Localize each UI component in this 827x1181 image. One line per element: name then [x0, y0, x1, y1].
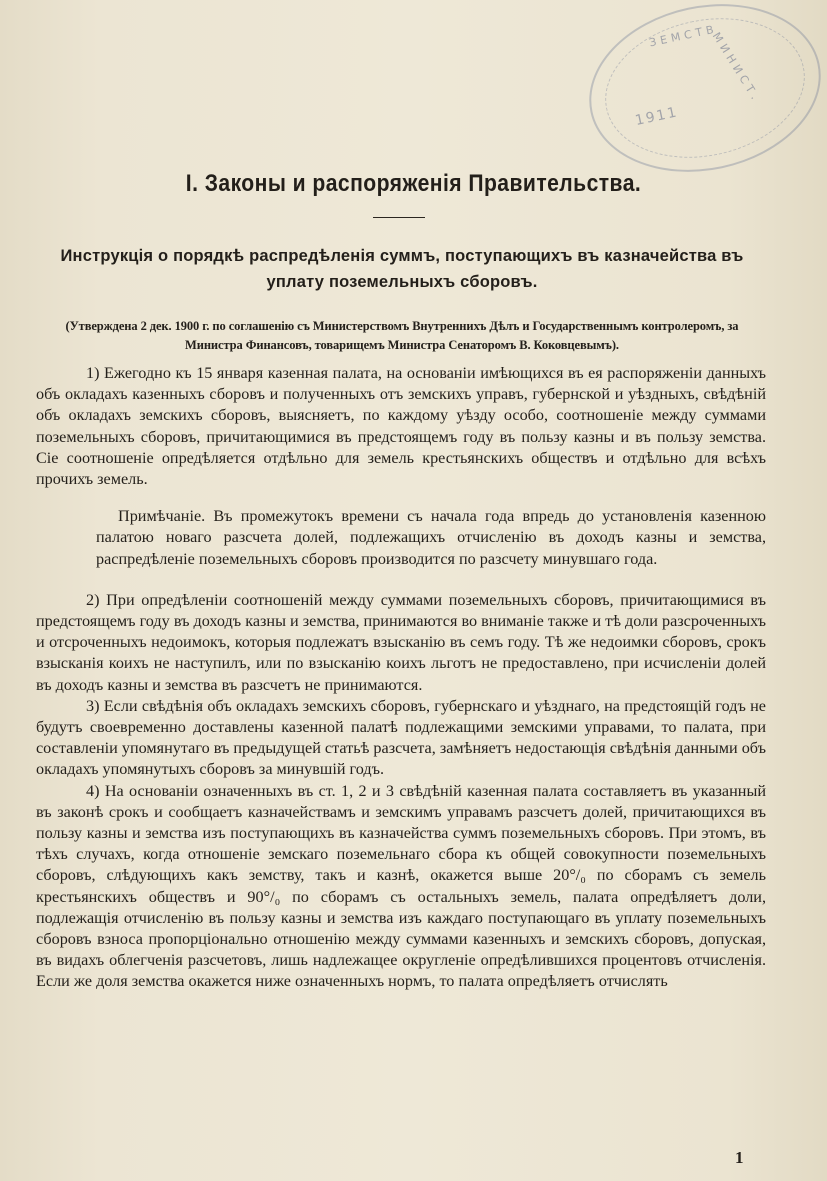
instruction-title: Инструкція о порядкѣ распредѣленія суммъ, поступающихъ въ казначейства въ уплату поземельныхъ сборовъ. — [60, 247, 744, 291]
section-title: I. Законы и распоряженія Правительства. — [185, 170, 642, 197]
remark-paragraph: Примѣчаніе. Въ промежутокъ времени съ начала года впредь до установленія казенною палатою новаго разсчета долей, подлежащихъ отчисленію въ доходъ казны и земства, распредѣленіе поземельныхъ сборовъ производится по разсчету минувшаго года. — [96, 507, 766, 568]
page-number: 1 — [735, 1148, 744, 1167]
stamp-text-mid: 1911 — [633, 104, 680, 130]
paragraph-2: 2) При опредѣленіи соотношеній между суммами поземельныхъ сборовъ, причитающимися въ предстоящемъ году въ доходъ казны и земства, принимаются во вниманіе также и тѣ доли разсроченныхъ и отсроченныхъ недоимокъ, которыя подлежатъ взысканію въ семъ году. Тѣ же недоимки сборовъ, срокъ взысканія коихъ не наступилъ, или по взысканію коихъ льготъ не предоставлено, при исчисленіи долей въ доходъ казны и земства въ разсчетъ не принимаются. — [36, 590, 766, 694]
stamp-text-top: ЗЕМСТВ — [648, 22, 719, 50]
title-divider — [373, 217, 425, 218]
paragraph-4: 4) На основаніи означенныхъ въ ст. 1, 2 и 3 свѣдѣній казенная палата составляетъ въ указанный въ законѣ срокъ и сообщаетъ казначействамъ и земскимъ управамъ разсчетъ долей, причитающихся въ пользу казны и земства изъ поступающихъ въ казначейства суммъ поземельныхъ сборовъ. При этомъ, въ тѣхъ случахъ, когда отношеніе земскаго поземельнаго сбора къ общей совокупности поземельныхъ сборовъ, слѣдующихъ какъ земству, такъ и казнѣ, окажется выше 20°/₀ по сборамъ съ земель крестьянскихъ обществъ и 90°/₀ по сборамъ съ остальныхъ земель, палата опредѣляетъ доли, подлежащія отчисленію въ пользу казны и земства изъ каждаго поступающаго въ уплату поземельныхъ сборовъ взноса пропорціонально отношенію между суммами казенныхъ и земскихъ сборовъ, допуская, въ видахъ облегченія разсчетовъ, лишь надлежащее округленіе опредѣлившихся процентовъ отчисленія. Если же доля земства окажется ниже означенныхъ нормъ, то палата опредѣляетъ отчислять — [36, 781, 766, 991]
library-stamp — [574, 0, 827, 193]
approval-note: (Утверждена 2 дек. 1900 г. по соглашенію съ Министерствомъ Внутреннихъ Дѣлъ и Государственнымъ контролеромъ, за Министра Финансовъ, товарищемъ Министра Сенаторомъ В. Коковцевымъ). — [65, 319, 739, 352]
paragraph-1: 1) Ежегодно къ 15 января казенная палата, на основаніи имѣющихся въ ея распоряженіи данныхъ объ окладахъ казенныхъ сборовъ и полученныхъ отъ земскихъ управъ, губернской и уѣздныхъ, свѣдѣній объ окладахъ земскихъ сборовъ, выясняетъ, по каждому уѣзду особо, соотношеніе между суммами поземельныхъ сборовъ, причитающимися въ предстоящемъ году въ пользу казны и въ пользу земства. Сіе соотношеніе опредѣляется отдѣльно для земель крестьянскихъ обществъ и отдѣльно для всѣхъ прочихъ земель. — [36, 364, 766, 489]
paragraph-3: 3) Если свѣдѣнія объ окладахъ земскихъ сборовъ, губернскаго и уѣзднаго, на предстоящій годъ не будутъ своевременно доставлены казенной палатѣ подлежащими земскими управами, то палата, при составленіи упомянутаго въ предыдущей статьѣ разсчета, замѣняетъ недостающія свѣдѣнія данными объ окладахъ упомянутыхъ сборовъ за минувшій годъ. — [36, 696, 766, 779]
stamp-text-side: МИНИСТ. — [709, 30, 764, 105]
document-body — [36, 363, 766, 993]
